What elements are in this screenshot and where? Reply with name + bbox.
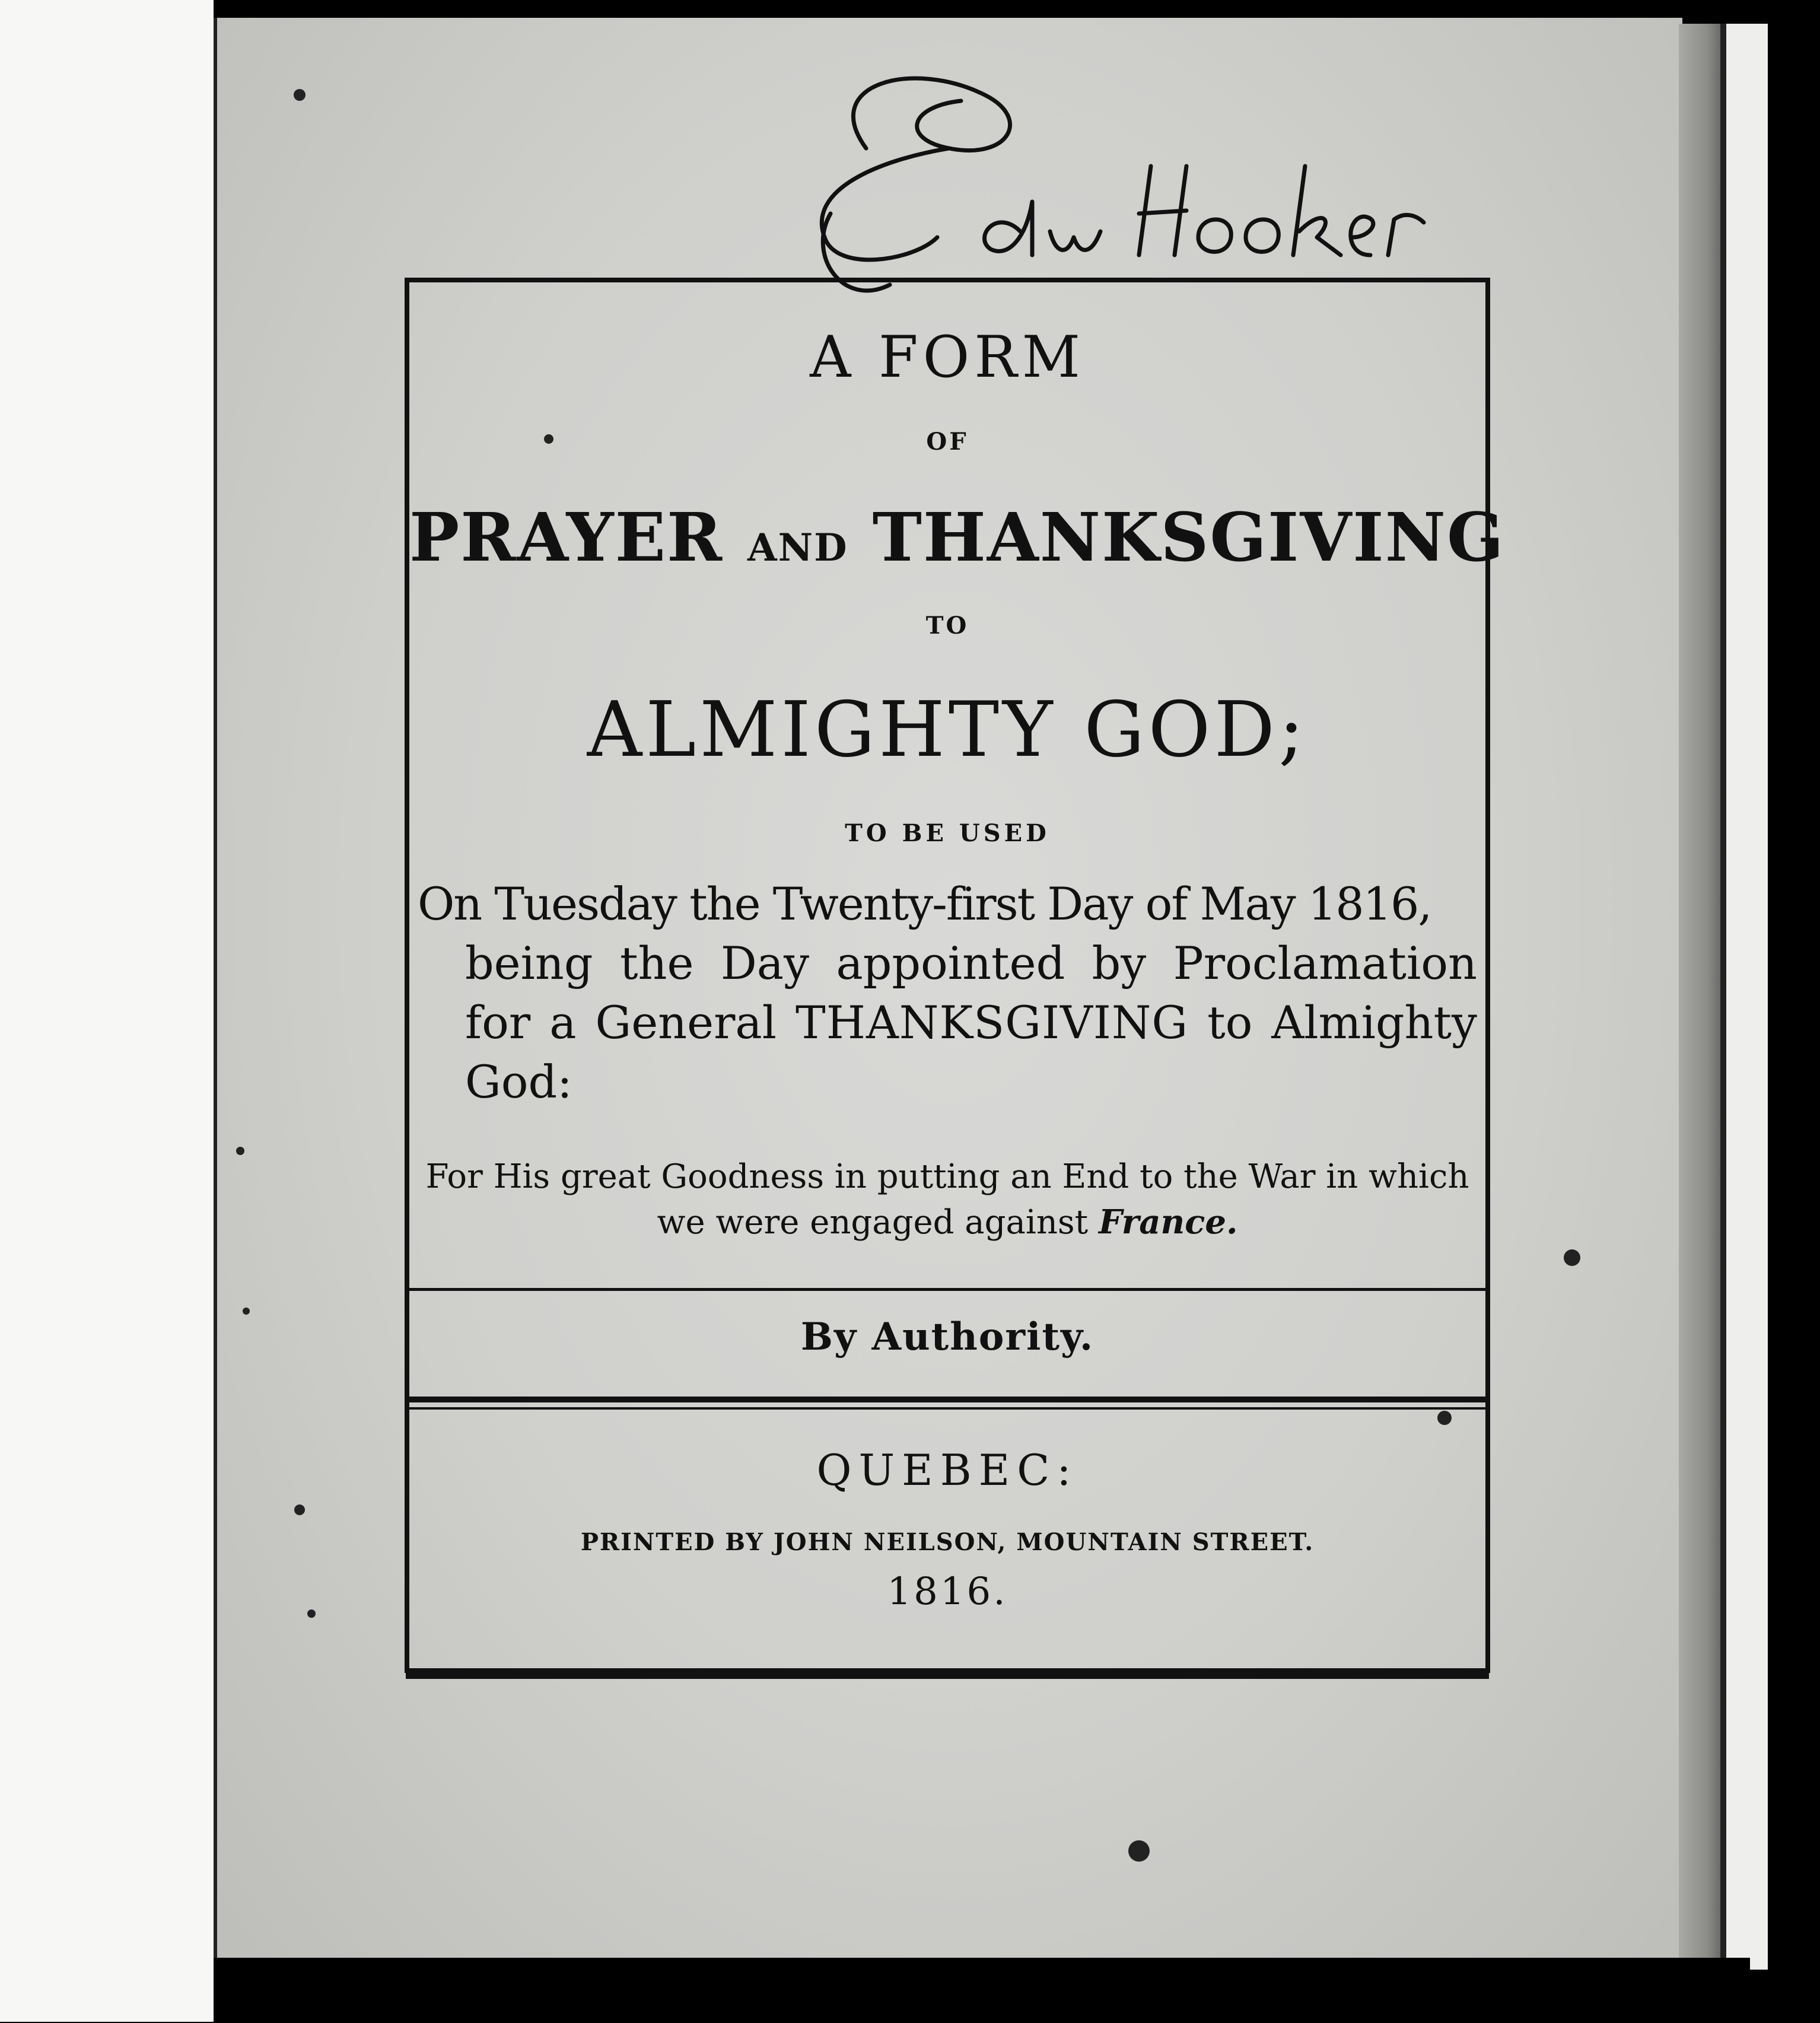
occasion-thanksgiving: THANKSGIVING <box>796 996 1189 1049</box>
title-and: AND <box>747 526 848 570</box>
title-thanksgiving: THANKSGIVING <box>872 499 1505 577</box>
occasion-rest-before: being the Day appointed by Proclamation for a General <box>465 937 1477 1049</box>
occasion-rest-after: to Almighty God: <box>465 996 1477 1108</box>
to-be-used: TO BE USED <box>845 819 1050 847</box>
occasion-first-line: On Tuesday the Twenty-first Day of May 1816, <box>418 877 1431 930</box>
rule-above-authority <box>409 1288 1485 1291</box>
thick-rule-below-authority <box>409 1397 1485 1402</box>
title-of: OF <box>926 428 969 456</box>
purpose-text: For His great Goodness in putting an End to the War in which we were engaged against <box>425 1157 1469 1242</box>
by-authority: By Authority. <box>800 1315 1094 1359</box>
title-prayer-and-thanksgiving <box>409 499 1505 577</box>
imprint-place: QUEBEC: <box>816 1445 1078 1495</box>
title-prayer: PRAYER <box>409 499 724 577</box>
imprint-printer: PRINTED BY JOHN NEILSON, MOUNTAIN STREET. <box>580 1528 1315 1556</box>
occasion-paragraph <box>418 874 1477 1112</box>
purpose-paragraph <box>418 1154 1477 1245</box>
occasion-rest <box>418 934 1477 1112</box>
title-a-form: A FORM <box>810 324 1085 390</box>
title-border-frame <box>405 278 1505 1673</box>
title-to: TO <box>925 612 969 640</box>
imprint-year: 1816. <box>887 1570 1008 1614</box>
purpose-france: France. <box>1098 1203 1238 1242</box>
title-almighty-god: ALMIGHTY GOD; <box>587 686 1308 774</box>
handwritten-signature <box>771 59 1513 308</box>
thin-rule-below-authority <box>409 1407 1485 1410</box>
